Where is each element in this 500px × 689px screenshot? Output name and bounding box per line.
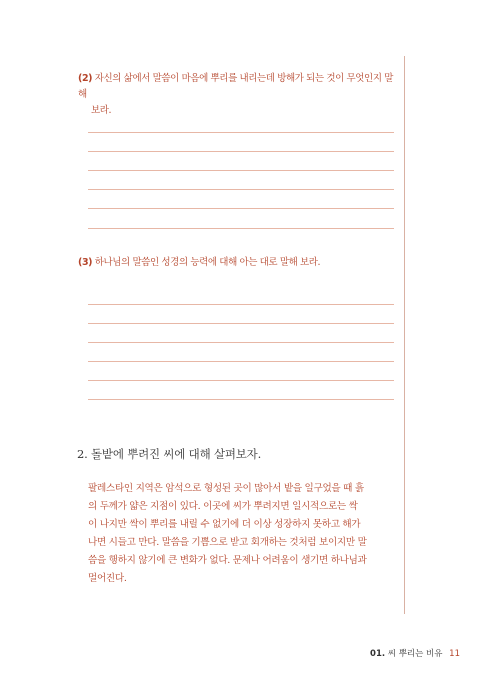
section-heading: 2. 돌밭에 뿌려진 씨에 대해 살펴보자.: [77, 447, 262, 461]
body-line: 팔레스타인 지역은 암석으로 형성된 곳이 많아서 밭을 일구었을 때 흙: [88, 483, 364, 494]
answer-line: [88, 304, 394, 305]
answer-line: [88, 399, 394, 400]
answer-line: [88, 189, 394, 190]
body-line: 씀을 행하지 않기에 큰 변화가 없다. 문제나 어려움이 생기면 하나님과: [88, 555, 367, 566]
answer-line: [88, 361, 394, 362]
question-text-line: 하나님의 말씀인 성경의 능력에 대해 아는 대로 말해 보라.: [94, 257, 321, 268]
chapter-title: 씨 뿌리는 비유: [387, 649, 443, 659]
question-text-line: 자신의 삶에서 말씀이 마음에 뿌리를 내리는데 방해가 되는 것이 무엇인지 말해: [78, 73, 394, 100]
answer-line: [88, 151, 394, 152]
answer-line: [88, 170, 394, 171]
answer-line: [88, 132, 394, 133]
page-footer: [370, 647, 460, 659]
answer-line: [88, 228, 394, 229]
body-line: 의 두께가 얇은 지점이 있다. 이곳에 씨가 뿌려지면 일시적으로는 싹: [88, 501, 358, 512]
answer-line: [88, 380, 394, 381]
question-number: (2): [78, 73, 93, 84]
section-body: [88, 480, 398, 588]
body-line: 나면 시들고 만다. 말씀을 기쁨으로 받고 회개하는 것처럼 보이지만 말: [88, 537, 367, 548]
body-line: 이 나지만 싹이 뿌리를 내릴 수 없기에 더 이상 성장하지 못하고 해가: [88, 519, 361, 530]
answer-line: [88, 208, 394, 209]
answer-line: [88, 342, 394, 343]
chapter-number: 01.: [370, 649, 386, 659]
margin-rule: [404, 56, 405, 614]
body-line: 멀어진다.: [88, 573, 127, 584]
page-number: 11: [449, 649, 460, 659]
answer-line: [88, 323, 394, 324]
question-number: (3): [78, 257, 93, 268]
question-text-line: 보라.: [91, 105, 112, 116]
question-2: [78, 71, 400, 119]
question-3: [78, 255, 400, 271]
